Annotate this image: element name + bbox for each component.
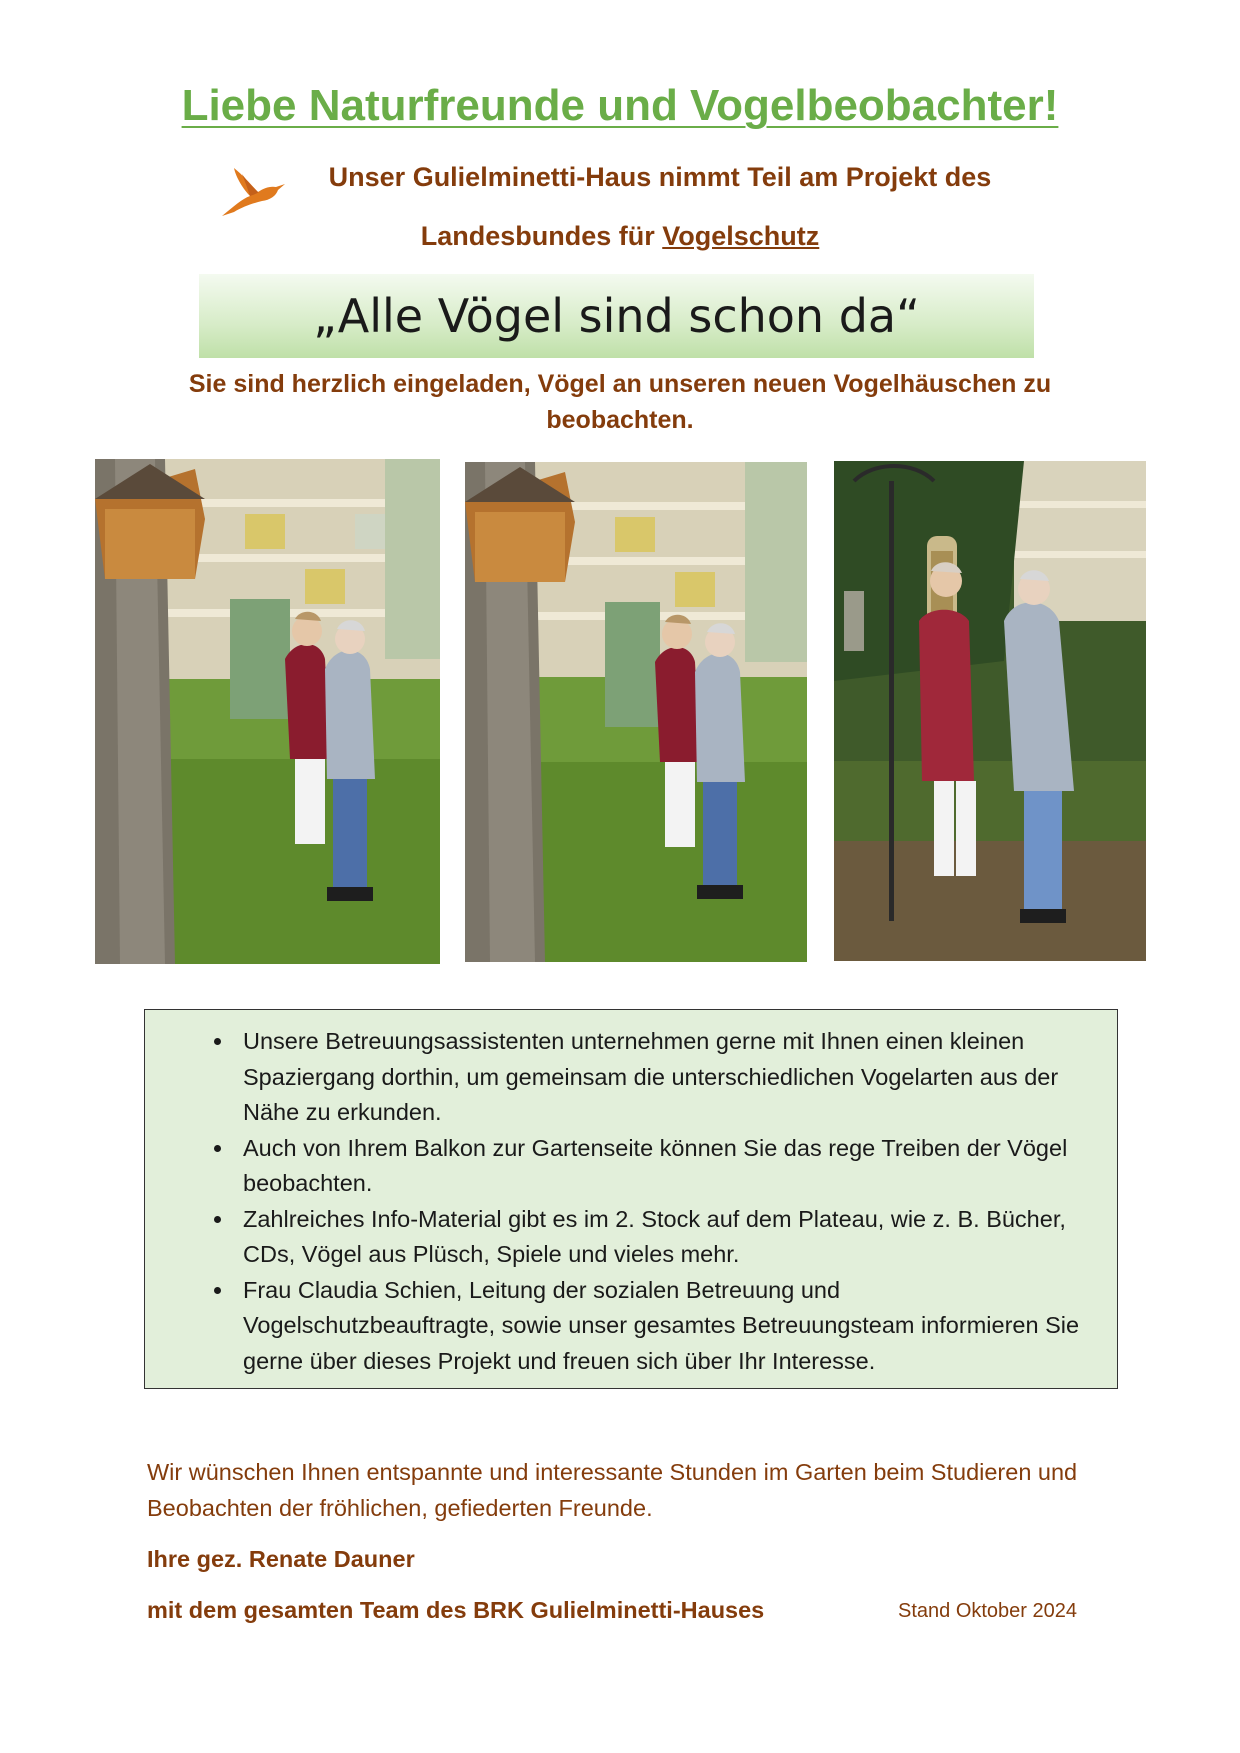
- invitation-text: Sie sind herzlich eingeladen, Vögel an unseren neuen Vogelhäuschen zu beobachten.: [188, 370, 1052, 434]
- status-date: Stand Oktober 2024: [898, 1600, 1078, 1622]
- info-item-material: • Zahlreiches Info-Material gibt es im 2. Stock auf dem Plateau, wie z. B. Bücher, CDs, Vögel aus Plüsch, Spiele und vieles mehr.: [235, 1202, 1097, 1273]
- signature-team: mit dem gesamten Team des BRK Gulielminetti-Hauses: [147, 1597, 765, 1623]
- closing-text: Wir wünschen Ihnen entspannte und interessante Stunden im Garten beim Studieren und Beobachten der fröhlichen, gefiederten Freunde.: [147, 1459, 1078, 1521]
- info-item-contact: • Frau Claudia Schien, Leitung der sozialen Betreuung und Vogelschutzbeauftragte, sowie unser gesamtes Betreuungsteam informieren Sie gerne über dieses Projekt und freuen sich über Ihr Interesse.: [235, 1273, 1097, 1380]
- info-list: [185, 1024, 1097, 1379]
- subtitle-line-1: Unser Gulielminetti-Haus nimmt Teil am Projekt des: [328, 162, 992, 192]
- photo-bird-feeder: [834, 461, 1146, 961]
- info-box: [144, 1009, 1118, 1389]
- subtitle-underlined-word: Vogelschutz: [662, 221, 820, 251]
- motto-banner: [199, 274, 1034, 358]
- photo-birdhouse-poster-1: [95, 459, 440, 964]
- subtitle-line-2: [0, 219, 1240, 253]
- photo-birdhouse-poster-2: [465, 462, 807, 962]
- page-title: Liebe Naturfreunde und Vogelbeobachter!: [181, 81, 1059, 130]
- subtitle-line-2-prefix: Landesbundes für: [420, 221, 663, 251]
- info-item-balcony: • Auch von Ihrem Balkon zur Gartenseite können Sie das rege Treiben der Vögel beobachten.: [235, 1131, 1097, 1202]
- motto-text: „Alle Vögel sind schon da“: [313, 289, 920, 343]
- info-item-walk: • Unsere Betreuungsassistenten unternehmen gerne mit Ihnen einen kleinen Spaziergang dorthin, um gemeinsam die unterschiedlichen Vogelarten aus der Nähe zu erkunden.: [235, 1024, 1097, 1131]
- signature-name: Ihre gez. Renate Dauner: [147, 1546, 415, 1572]
